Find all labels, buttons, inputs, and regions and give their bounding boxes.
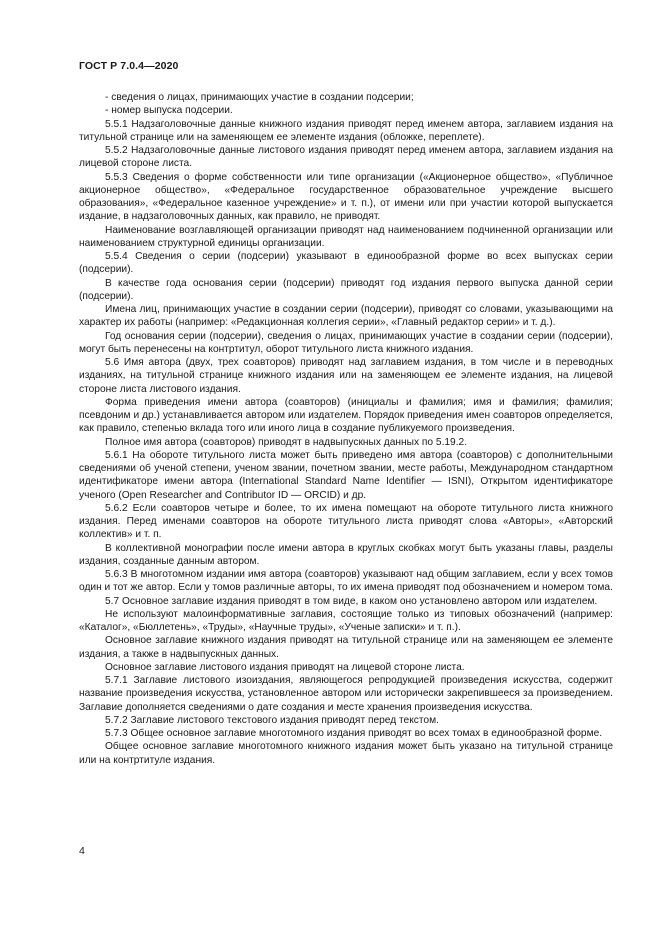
paragraph: 5.7.1 Заглавие листового изоиздания, являющегося репродукцией произведения искусства, содержит название произведения искусства, установленное автором или исторически закрепившееся за произведением. Заглавие дополняется сведениями о дате создания и месте хранения произведения искусства. xyxy=(79,675,613,713)
paragraph: 5.7.2 Заглавие листового текстового издания приводят перед текстом. xyxy=(105,714,439,726)
paragraph: 5.6 Имя автора (двух, трех соавторов) приводят над заглавием издания, в том числе и в переводных изданиях, на титульной странице книжного издания или на заменяющем ее элементе издания, на лицевой стороне листа листового издания. xyxy=(79,357,613,395)
paragraph: Форма приведения имени автора (соавторов) (инициалы и фамилия; имя и фамилия; фамилия; псевдоним и др.) устанавливается автором или издателем. Порядок приведения имен соавторов определяется, как правило, степенью вклада того или иного лица в создание публикуемого произведения. xyxy=(79,396,613,435)
paragraph: В коллективной монографии после имени автора в круглых скобках могут быть указаны главы, разделы издания, созданные данным автором. xyxy=(79,542,613,567)
paragraph: Полное имя автора (соавторов) приводят в надвыпускных данных по 5.19.2. xyxy=(105,436,468,448)
paragraph: 5.6.1 На обороте титульного листа может быть приведено имя автора (соавторов) с дополнительными сведениями об ученой степени, ученом звании, почетном звании, месте работы, Международном стандартном идентификаторе имени автора (International Standard Name Identifier — ISNI), Открытом идентификаторе ученого (Open Researcher and Contributor ID — ORCID) и др. xyxy=(79,449,613,501)
paragraph: Не используют малоинформативные заглавия, состоящие только из типовых обозначений (например: «Каталог», «Бюллетень», «Труды», «Научные труды», «Ученые записки» и т. п.). xyxy=(79,608,613,633)
paragraph: 5.6.3 В многотомном издании имя автора (соавторов) указывают над общим заглавием, если у всех томов один и тот же автор. Если у томов различные авторы, то их имена приводят под обозначением и номером тома. xyxy=(79,569,613,594)
paragraph: Год основания серии (подсерии), сведения о лицах, принимающих участие в создании серии (подсерии), могут быть перенесены на контртитул, оборот титульного листа книжного издания. xyxy=(79,330,613,355)
paragraph: 5.5.1 Надзаголовочные данные книжного издания приводят перед именем автора, заглавием издания на титульной странице или на заменяющем ее элементе издания (обложке, переплете). xyxy=(79,118,613,143)
paragraph: Основное заглавие листового издания приводят на лицевой стороне листа. xyxy=(105,661,465,673)
page-number: 4 xyxy=(79,845,85,857)
paragraph: 5.5.3 Сведения о форме собственности или типе организации («Акционерное общество», «Публичное акционерное общество», «Федеральное государственное образовательное учреждение высшего образования», «Федеральное казенное учреждение» и т. п.), от имени или при участии которой выпускается издание, в надзаголовочных данных, как правило, не приводят. xyxy=(79,171,613,223)
paragraph: - сведения о лицах, принимающих участие в создании подсерии; xyxy=(105,92,414,103)
paragraph: 5.5.2 Надзаголовочные данные листового издания приводят перед именем автора, заглавием издания на лицевой стороне листа. xyxy=(79,145,613,170)
paragraph: В качестве года основания серии (подсерии) приводят год издания первого выпуска данной серии (подсерии). xyxy=(79,277,613,302)
paragraph: 5.5.4 Сведения о серии (подсерии) указывают в единообразной форме во всех выпусках серии (подсерии). xyxy=(79,251,613,276)
paragraph: Основное заглавие книжного издания приводят на титульной странице или на заменяющем ее элементе издания, а также в надвыпускных данных. xyxy=(79,635,613,660)
paragraph: Общее основное заглавие многотомного книжного издания может быть указано на титульной странице или на контртитуле издания. xyxy=(79,741,613,766)
paragraph: Наименование возглавляющей организации приводят над наименованием подчиненной организации или наименованием структурной единицы организации. xyxy=(79,224,613,249)
paragraph: - номер выпуска подсерии. xyxy=(105,105,233,117)
standard-header: ГОСТ Р 7.0.4—2020 xyxy=(79,60,179,72)
paragraph: Имена лиц, принимающих участие в создании серии (подсерии), приводят со словами, указывающими на характер их работы (например: «Редакционная коллегия серии», «Главный редактор серии» и т. д.). xyxy=(79,304,613,329)
paragraph: 5.7.3 Общее основное заглавие многотомного издания приводят во всех томах в единообразной форме. xyxy=(105,728,603,739)
body-text xyxy=(79,91,613,767)
paragraph: 5.6.2 Если соавторов четыре и более, то их имена помещают на обороте титульного листа книжного издания. Перед именами соавторов на обороте титульного листа приводят слова «Авторы», «Авторский коллектив» и т. п. xyxy=(79,502,613,541)
paragraph: 5.7 Основное заглавие издания приводят в том виде, в каком оно установлено автором или издателем. xyxy=(105,595,598,607)
